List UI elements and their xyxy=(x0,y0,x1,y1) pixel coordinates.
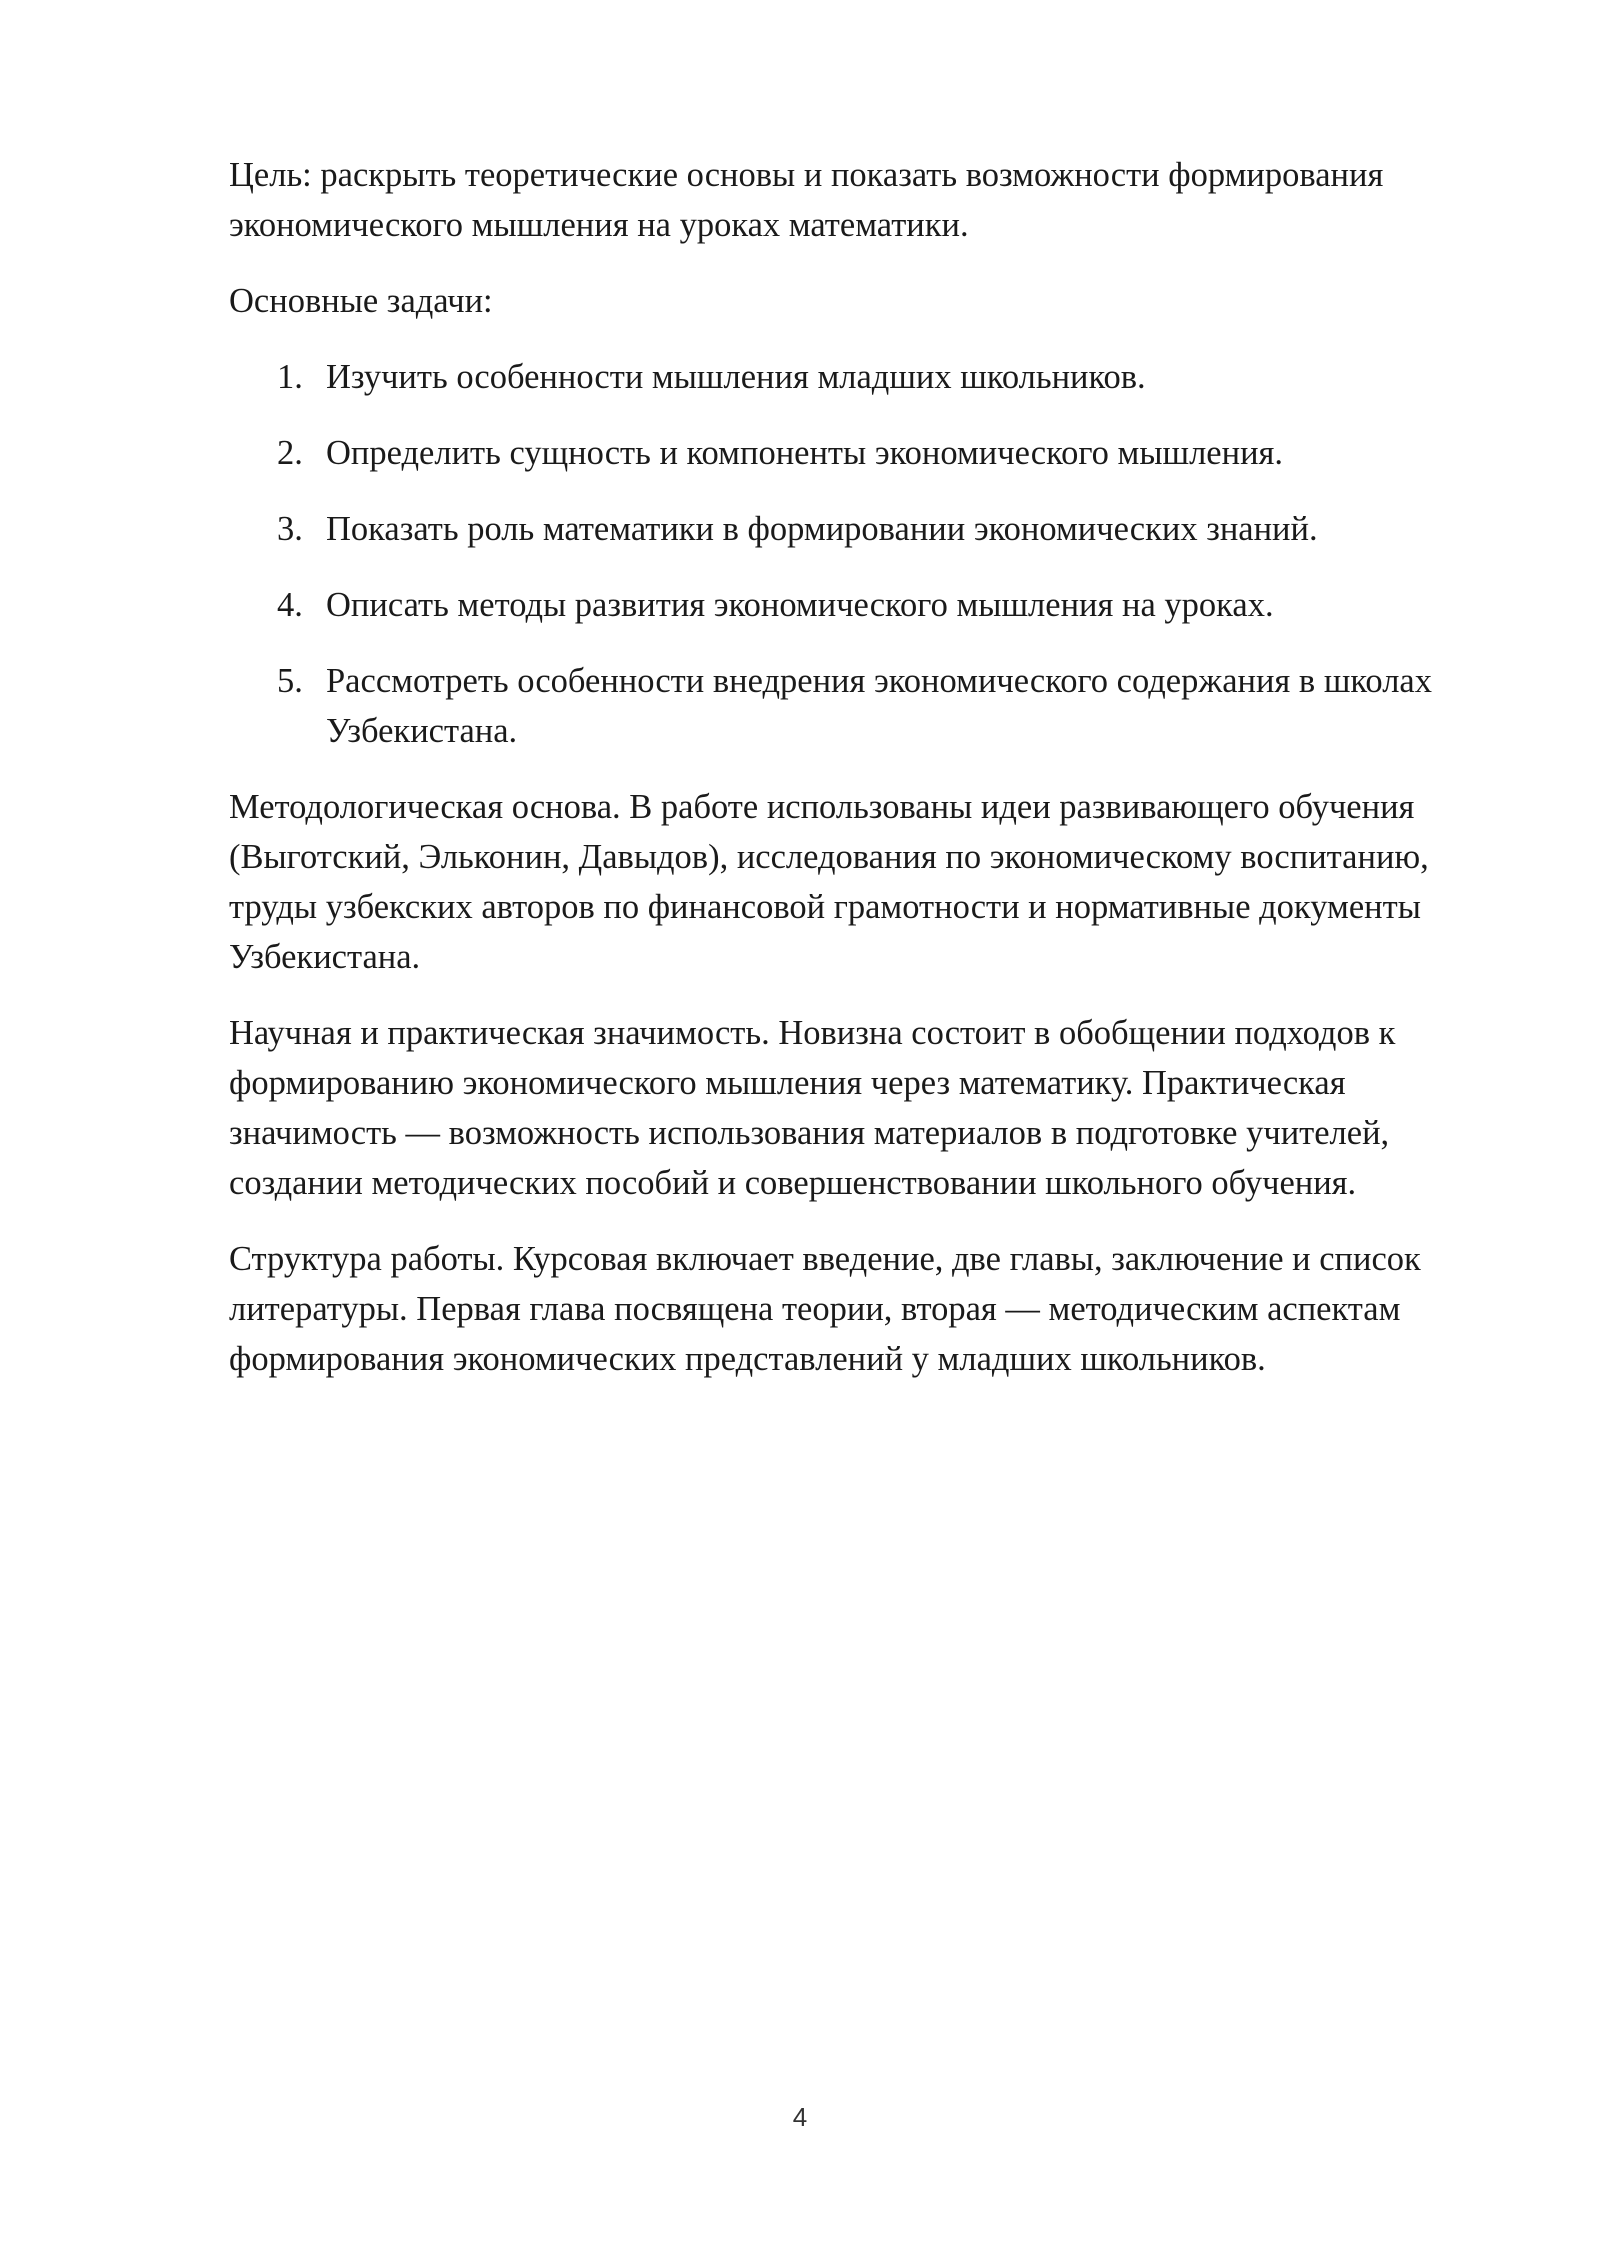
list-item xyxy=(229,428,1489,478)
tasks-list xyxy=(229,352,1489,756)
list-item-number: 2. xyxy=(277,434,303,472)
methodology-paragraph: Методологическая основа. В работе использованы идеи развивающего обучения (Выготский, Эльконин, Давыдов), исследования по экономическому воспитанию, труды узбекских авторов по финансовой грамотности и нормативные документы Узбекистана. xyxy=(229,788,1429,976)
list-item-text: Описать методы развития экономического мышления на уроках. xyxy=(326,586,1274,624)
list-item xyxy=(229,580,1489,630)
list-item-text: Показать роль математики в формировании экономических знаний. xyxy=(326,510,1318,548)
list-item xyxy=(229,656,1489,756)
list-item-text: Рассмотреть особенности внедрения экономического содержания в школах Узбекистана. xyxy=(326,662,1432,750)
list-item-number: 1. xyxy=(277,358,303,396)
tasks-heading: Основные задачи: xyxy=(229,282,493,320)
structure-paragraph: Структура работы. Курсовая включает введение, две главы, заключение и список литературы. Первая глава посвящена теории, вторая — методическим аспектам формирования экономических представлений у младших школьников. xyxy=(229,1240,1421,1378)
list-item-text: Изучить особенности мышления младших школьников. xyxy=(326,358,1146,396)
list-item xyxy=(229,352,1489,402)
significance-paragraph: Научная и практическая значимость. Новизна состоит в обобщении подходов к формированию экономического мышления через математику. Практическая значимость — возможность использования материалов в подготовке учителей, создании методических пособий и совершенствовании школьного обучения. xyxy=(229,1014,1396,1202)
list-item-number: 4. xyxy=(277,586,303,624)
page-content xyxy=(229,150,1489,1410)
list-item-number: 3. xyxy=(277,510,303,548)
list-item xyxy=(229,504,1489,554)
page-number: 4 xyxy=(792,2102,808,2132)
list-item-number: 5. xyxy=(277,662,303,700)
goal-paragraph: Цель: раскрыть теоретические основы и показать возможности формирования экономического мышления на уроках математики. xyxy=(229,156,1384,244)
list-item-text: Определить сущность и компоненты экономического мышления. xyxy=(326,434,1284,472)
